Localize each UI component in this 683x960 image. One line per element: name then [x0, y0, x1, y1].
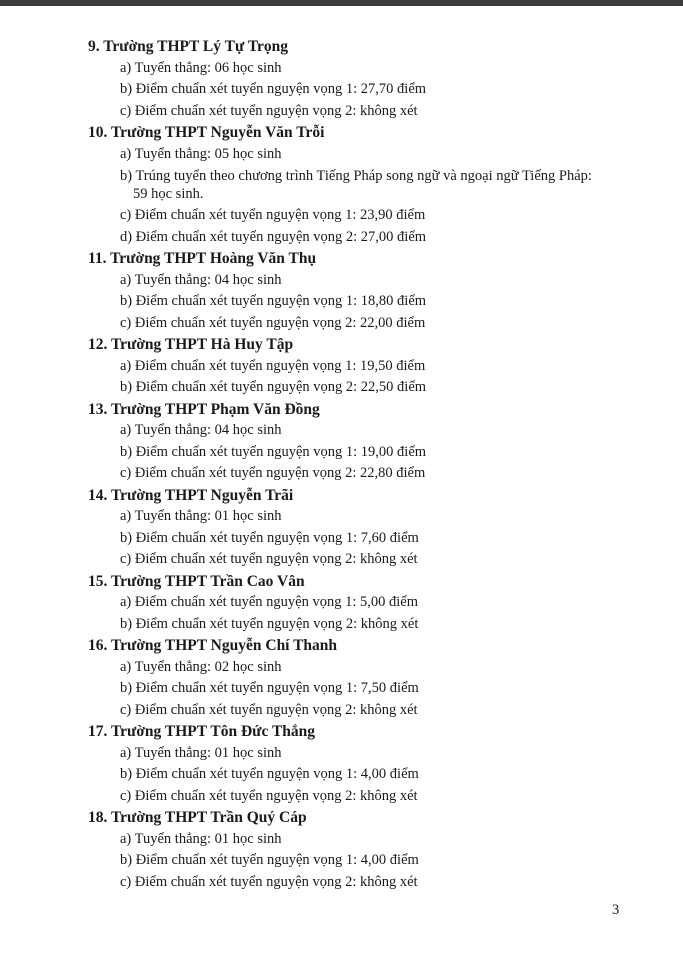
criteria-item: c) Điểm chuẩn xét tuyển nguyện vọng 2: 22,00 điểm — [120, 314, 426, 331]
criteria-item: a) Tuyển thẳng: 06 học sinh — [120, 59, 282, 76]
school-section — [88, 334, 648, 399]
criteria-item: a) Điểm chuẩn xét tuyển nguyện vọng 1: 19,50 điểm — [120, 357, 426, 374]
criteria-item: b) Điểm chuẩn xét tuyển nguyện vọng 1: 7,60 điểm — [120, 529, 419, 546]
criteria-item: b) Điểm chuẩn xét tuyển nguyện vọng 1: 4,00 điểm — [120, 766, 419, 782]
criteria-item: d) Điểm chuẩn xét tuyển nguyện vọng 2: 27,00 điểm — [120, 228, 427, 245]
criteria-item: b) Điểm chuẩn xét tuyển nguyện vọng 1: 27,70 điểm — [120, 81, 427, 97]
criteria-item: a) Tuyển thẳng: 01 học sinh — [120, 744, 282, 761]
school-title: 18. Trường THPT Trần Quý Cáp — [88, 809, 307, 826]
criteria-item: c) Điểm chuẩn xét tuyển nguyện vọng 1: 23,90 điểm — [120, 207, 426, 223]
school-section — [88, 721, 648, 807]
school-section — [88, 248, 648, 334]
criteria-item: b) Điểm chuẩn xét tuyển nguyện vọng 2: 22,50 điểm — [120, 379, 427, 395]
criteria-item: a) Tuyển thẳng: 01 học sinh — [120, 508, 282, 524]
school-section — [88, 399, 648, 485]
school-title: 14. Trường THPT Nguyễn Trãi — [88, 486, 294, 504]
criteria-item: c) Điểm chuẩn xét tuyển nguyện vọng 2: 22,80 điểm — [120, 465, 426, 481]
school-section — [88, 36, 648, 122]
criteria-item: b) Điểm chuẩn xét tuyển nguyện vọng 1: 18,80 điểm — [120, 293, 427, 309]
criteria-item: c) Điểm chuẩn xét tuyển nguyện vọng 2: không xét — [120, 701, 418, 718]
criteria-item: a) Tuyển thẳng: 01 học sinh — [120, 830, 282, 847]
school-title: 13. Trường THPT Phạm Văn Đồng — [88, 400, 320, 418]
criteria-item: c) Điểm chuẩn xét tuyển nguyện vọng 2: không xét — [120, 551, 418, 567]
page-number: 3 — [612, 902, 620, 918]
school-section — [88, 122, 648, 248]
school-title: 17. Trường THPT Tôn Đức Thắng — [88, 723, 316, 740]
school-title: 16. Trường THPT Nguyễn Chí Thanh — [88, 637, 338, 654]
school-title: 9. Trường THPT Lý Tự Trọng — [88, 38, 289, 55]
school-section — [88, 485, 648, 571]
criteria-item: a) Tuyển thẳng: 04 học sinh — [120, 422, 282, 438]
school-section — [88, 635, 648, 721]
criteria-item: b) Điểm chuẩn xét tuyển nguyện vọng 1: 7,50 điểm — [120, 680, 419, 696]
school-section — [88, 571, 648, 636]
school-section — [88, 807, 648, 893]
school-title: 12. Trường THPT Hà Huy Tập — [88, 336, 294, 353]
criteria-item-line: b) Trúng tuyển theo chương trình Tiếng Pháp song ngữ và ngoại ngữ Tiếng Pháp: — [120, 168, 592, 184]
criteria-item — [88, 165, 616, 205]
criteria-item-continuation: 59 học sinh. — [133, 186, 204, 202]
school-title: 11. Trường THPT Hoàng Văn Thụ — [88, 250, 317, 267]
school-title: 10. Trường THPT Nguyễn Văn Trỗi — [88, 124, 325, 141]
school-title: 15. Trường THPT Trần Cao Vân — [88, 572, 305, 590]
criteria-item: a) Điểm chuẩn xét tuyển nguyện vọng 1: 5,00 điểm — [120, 594, 418, 610]
criteria-item: b) Điểm chuẩn xét tuyển nguyện vọng 1: 19,00 điểm — [120, 443, 427, 460]
criteria-item: c) Điểm chuẩn xét tuyển nguyện vọng 2: không xét — [120, 787, 418, 804]
criteria-item: a) Tuyển thẳng: 02 học sinh — [120, 658, 282, 675]
criteria-item: a) Tuyển thẳng: 05 học sinh — [120, 145, 282, 162]
top-window-bar — [0, 0, 683, 6]
criteria-item: c) Điểm chuẩn xét tuyển nguyện vọng 2: không xét — [120, 873, 418, 890]
criteria-item: b) Điểm chuẩn xét tuyển nguyện vọng 1: 4,00 điểm — [120, 852, 419, 868]
criteria-item: a) Tuyển thẳng: 04 học sinh — [120, 271, 282, 288]
document-body — [88, 36, 648, 893]
criteria-item: c) Điểm chuẩn xét tuyển nguyện vọng 2: không xét — [120, 102, 418, 119]
criteria-item: b) Điểm chuẩn xét tuyển nguyện vọng 2: không xét — [120, 615, 419, 632]
